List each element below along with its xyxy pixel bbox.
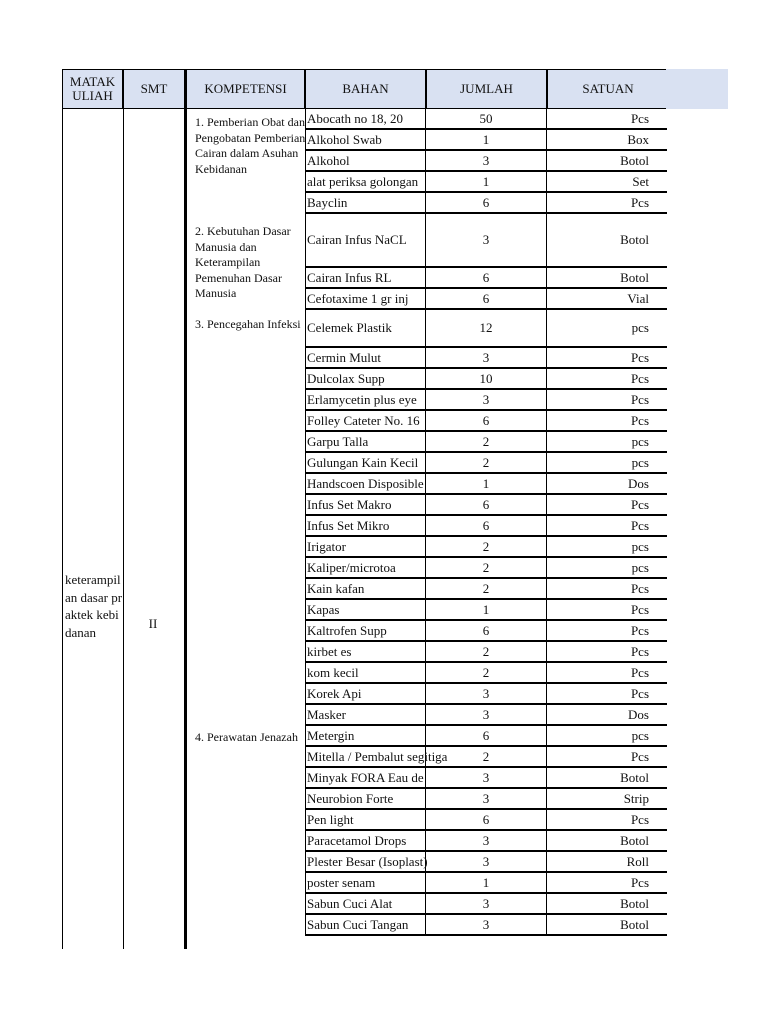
satuan-cell[interactable]: Box (627, 131, 649, 147)
header-smt[interactable]: SMT (123, 69, 185, 109)
bahan-cell[interactable]: Kaliper/microtoa (305, 558, 426, 577)
table-row[interactable] (305, 537, 667, 558)
satuan-cell[interactable]: Pcs (630, 349, 649, 365)
bahan-cell[interactable]: Paracetamol Drops (305, 831, 426, 850)
satuan-cell[interactable]: Botol (620, 152, 649, 168)
bahan-cell[interactable]: Gulungan Kain Kecil (305, 453, 426, 472)
satuan-cell[interactable]: Pcs (630, 811, 649, 827)
bahan-cell[interactable]: Cefotaxime 1 gr inj (305, 289, 426, 308)
satuan-cell[interactable]: Botol (620, 232, 649, 247)
bahan-cell[interactable]: Cermin Mulut (305, 348, 426, 367)
table-row[interactable] (305, 193, 667, 214)
satuan-cell[interactable]: Pcs (630, 643, 649, 659)
table-row[interactable] (305, 453, 667, 474)
smt-text: II (148, 616, 158, 631)
table-row[interactable] (305, 130, 667, 151)
bahan-cell[interactable]: Minyak FORA Eau de (305, 768, 426, 787)
bahan-cell[interactable]: Metergin (305, 726, 426, 745)
jumlah-cell[interactable]: 6 (426, 726, 547, 745)
jumlah-cell[interactable]: 1 (426, 600, 547, 619)
table-row[interactable] (305, 663, 667, 684)
bahan-cell[interactable]: Alkohol Swab (305, 130, 426, 149)
jumlah-cell[interactable]: 2 (426, 432, 547, 451)
bahan-cell[interactable]: Pen light (305, 810, 426, 829)
jumlah-cell[interactable]: 6 (426, 411, 547, 430)
header-bahan[interactable]: BAHAN (305, 69, 426, 109)
satuan-cell[interactable]: pcs (631, 454, 649, 470)
satuan-cell[interactable]: Pcs (630, 685, 649, 701)
matakuliah-cell[interactable] (62, 109, 124, 949)
table-row[interactable] (305, 474, 667, 495)
jumlah-cell[interactable]: 6 (426, 516, 547, 535)
bahan-cell[interactable]: Garpu Talla (305, 432, 426, 451)
jumlah-cell[interactable]: 2 (426, 453, 547, 472)
table-row[interactable] (305, 369, 667, 390)
satuan-cell[interactable]: Pcs (630, 622, 649, 638)
jumlah-cell[interactable]: 50 (426, 109, 547, 128)
satuan-cell[interactable]: Pcs (630, 601, 649, 617)
table-row[interactable] (305, 831, 667, 852)
satuan-cell[interactable]: Strip (623, 790, 649, 806)
table-row[interactable] (305, 411, 667, 432)
table-row[interactable] (305, 684, 667, 705)
bahan-cell[interactable]: Infus Set Mikro (305, 516, 426, 535)
bahan-cell[interactable]: Kain kafan (305, 579, 426, 598)
bahan-cell[interactable]: Sabun Cuci Alat (305, 894, 426, 913)
table-row[interactable] (305, 214, 667, 268)
bahan-cell[interactable]: Plester Besar (Isoplast) (305, 852, 426, 871)
satuan-cell[interactable]: Botol (620, 832, 649, 848)
bahan-cell[interactable]: poster senam (305, 873, 426, 892)
satuan-cell[interactable]: Botol (620, 269, 649, 285)
table-row[interactable] (305, 705, 667, 726)
jumlah-cell[interactable]: 2 (426, 558, 547, 577)
bahan-cell[interactable]: Bayclin (305, 193, 426, 212)
satuan-cell[interactable]: Pcs (630, 110, 649, 126)
table-row[interactable] (305, 894, 667, 915)
header-kompetensi[interactable]: KOMPETENSI (185, 69, 305, 109)
jumlah-cell[interactable]: 6 (426, 810, 547, 829)
jumlah-cell[interactable]: 2 (426, 537, 547, 556)
header-matakuliah[interactable]: MATAK ULIAH (62, 69, 123, 109)
bahan-cell[interactable]: Celemek Plastik (305, 310, 426, 346)
kompetensi-cell[interactable] (185, 109, 305, 949)
jumlah-cell[interactable]: 2 (426, 642, 547, 661)
jumlah-cell[interactable]: 6 (426, 495, 547, 514)
table-row[interactable] (305, 432, 667, 453)
jumlah-cell[interactable]: 3 (426, 915, 547, 934)
satuan-cell[interactable]: Pcs (630, 664, 649, 680)
bahan-cell[interactable]: Alkohol (305, 151, 426, 170)
header-row (62, 69, 728, 109)
satuan-cell[interactable]: Botol (620, 769, 649, 785)
table-row[interactable] (305, 915, 667, 936)
bahan-cell[interactable]: kom kecil (305, 663, 426, 682)
table-row[interactable] (305, 348, 667, 369)
satuan-cell[interactable]: pcs (631, 320, 649, 335)
jumlah-cell[interactable]: 6 (426, 289, 547, 308)
bahan-cell[interactable]: Kaltrofen Supp (305, 621, 426, 640)
kompetensi-item: 2. Kebutuhan Dasar Manusia dan Keterampilan Pemenuhan Dasar Manusia (195, 224, 291, 300)
bahan-cell[interactable]: Sabun Cuci Tangan (305, 915, 426, 934)
satuan-cell[interactable]: Pcs (630, 370, 649, 386)
jumlah-cell[interactable]: 3 (426, 852, 547, 871)
table-row[interactable] (305, 151, 667, 172)
bahan-cell[interactable]: Cairan Infus RL (305, 268, 426, 287)
bahan-cell[interactable]: Infus Set Makro (305, 495, 426, 514)
satuan-cell[interactable]: Pcs (630, 194, 649, 210)
bahan-cell[interactable]: Handscoen Disposible (305, 474, 426, 493)
table-row[interactable] (305, 268, 667, 289)
jumlah-cell[interactable]: 3 (426, 348, 547, 367)
bahan-cell[interactable]: Korek Api (305, 684, 426, 703)
jumlah-cell[interactable]: 10 (426, 369, 547, 388)
bahan-cell[interactable]: Folley Cateter No. 16 (305, 411, 426, 430)
bahan-cell[interactable]: Dulcolax Supp (305, 369, 426, 388)
table-row[interactable] (305, 558, 667, 579)
jumlah-cell[interactable]: 1 (426, 130, 547, 149)
jumlah-cell[interactable]: 3 (426, 894, 547, 913)
satuan-cell[interactable]: Dos (628, 706, 649, 722)
jumlah-cell[interactable]: 3 (426, 684, 547, 703)
satuan-cell[interactable]: Botol (620, 916, 649, 932)
bahan-cell[interactable]: Kapas (305, 600, 426, 619)
bahan-cell[interactable]: Neurobion Forte (305, 789, 426, 808)
jumlah-cell[interactable]: 6 (426, 193, 547, 212)
jumlah-cell[interactable]: 6 (426, 621, 547, 640)
satuan-cell[interactable]: Pcs (630, 748, 649, 764)
bahan-cell[interactable]: alat periksa golongan (305, 172, 426, 191)
satuan-cell[interactable]: Pcs (630, 874, 649, 890)
bahan-cell[interactable]: Abocath no 18, 20 (305, 109, 426, 128)
table-row[interactable] (305, 852, 667, 873)
table-row[interactable] (305, 495, 667, 516)
satuan-cell[interactable]: Dos (628, 475, 649, 491)
jumlah-cell[interactable]: 12 (426, 310, 547, 346)
table-row[interactable] (305, 726, 667, 747)
bahan-cell[interactable]: Mitella / Pembalut segitiga (305, 747, 426, 766)
table-row[interactable] (305, 289, 667, 310)
bahan-cell[interactable]: Masker (305, 705, 426, 724)
jumlah-cell[interactable]: 3 (426, 151, 547, 170)
satuan-cell[interactable]: Pcs (630, 391, 649, 407)
bahan-cell[interactable]: Erlamycetin plus eye (305, 390, 426, 409)
satuan-cell[interactable]: Pcs (630, 580, 649, 596)
jumlah-cell[interactable]: 3 (426, 705, 547, 724)
jumlah-cell[interactable]: 2 (426, 747, 547, 766)
header-fill (666, 69, 728, 109)
jumlah-cell[interactable]: 3 (426, 831, 547, 850)
satuan-cell[interactable]: Vial (627, 290, 649, 306)
satuan-cell[interactable]: Set (632, 173, 649, 189)
table-row[interactable] (305, 516, 667, 537)
satuan-cell[interactable]: pcs (631, 559, 649, 575)
bahan-cell[interactable]: kirbet es (305, 642, 426, 661)
satuan-cell[interactable]: Botol (620, 895, 649, 911)
jumlah-cell[interactable]: 3 (426, 214, 547, 266)
table-row[interactable] (305, 789, 667, 810)
jumlah-cell[interactable]: 3 (426, 390, 547, 409)
satuan-cell[interactable]: Pcs (630, 517, 649, 533)
kompetensi-item: 1. Pemberian Obat dan Pengobatan Pemberian Cairan dalam Asuhan Kebidanan (195, 115, 306, 176)
jumlah-cell[interactable]: 6 (426, 268, 547, 287)
jumlah-cell[interactable]: 1 (426, 172, 547, 191)
table-row[interactable] (305, 873, 667, 894)
table-row[interactable] (305, 621, 667, 642)
kompetensi-item: 3. Pencegahan Infeksi (195, 317, 301, 331)
jumlah-cell[interactable]: 2 (426, 579, 547, 598)
jumlah-cell[interactable]: 3 (426, 768, 547, 787)
bahan-cell[interactable]: Irigator (305, 537, 426, 556)
table-row[interactable] (305, 600, 667, 621)
jumlah-cell[interactable]: 3 (426, 789, 547, 808)
satuan-cell[interactable]: pcs (631, 727, 649, 743)
jumlah-cell[interactable]: 1 (426, 474, 547, 493)
satuan-cell[interactable]: Pcs (630, 412, 649, 428)
table-row[interactable] (305, 109, 667, 130)
kompetensi-item: 4. Perawatan Jenazah (195, 730, 298, 744)
smt-cell[interactable] (123, 109, 185, 949)
table-row[interactable] (305, 810, 667, 831)
satuan-cell[interactable]: Pcs (630, 496, 649, 512)
satuan-cell[interactable]: pcs (631, 538, 649, 554)
satuan-cell[interactable]: Roll (626, 853, 649, 869)
jumlah-cell[interactable]: 2 (426, 663, 547, 682)
table-row[interactable] (305, 579, 667, 600)
matakuliah-text: keterampilan dasar praktek kebidanan (65, 572, 123, 640)
table-row[interactable] (305, 172, 667, 193)
table-row[interactable] (305, 390, 667, 411)
bahan-cell[interactable]: Cairan Infus NaCL (305, 214, 426, 266)
table-row[interactable] (305, 747, 667, 768)
table-row[interactable] (305, 768, 667, 789)
table-row[interactable] (305, 310, 667, 348)
header-jumlah[interactable]: JUMLAH (426, 69, 547, 109)
jumlah-cell[interactable]: 1 (426, 873, 547, 892)
table-row[interactable] (305, 642, 667, 663)
satuan-cell[interactable]: pcs (631, 433, 649, 449)
header-satuan[interactable]: SATUAN (547, 69, 668, 109)
